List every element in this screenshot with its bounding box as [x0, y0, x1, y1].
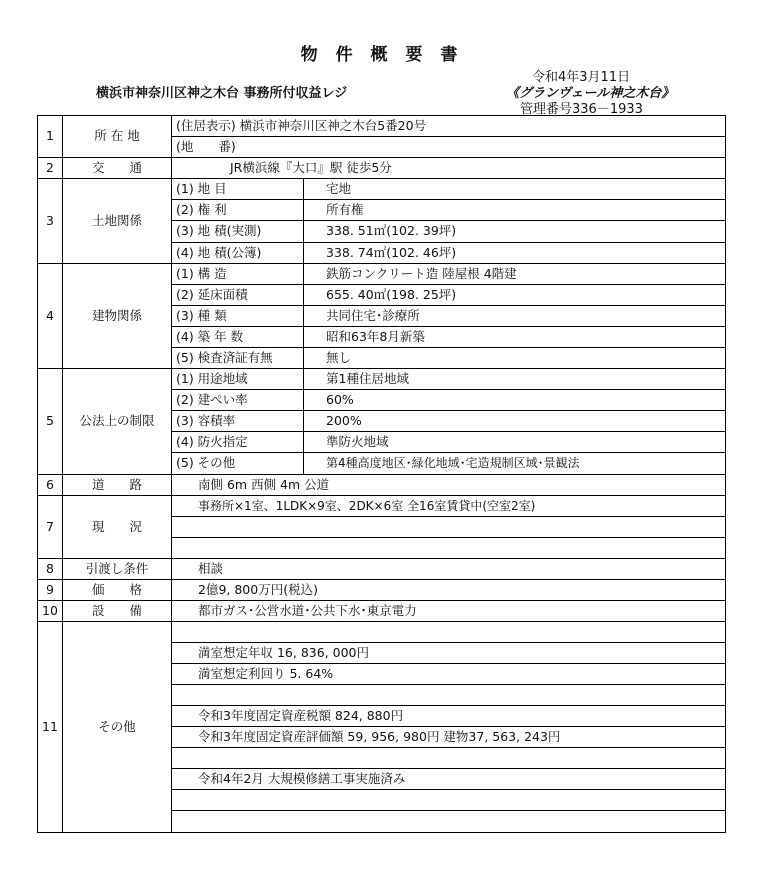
building-item-key: (3) 種 類: [176, 308, 227, 323]
row-number: 2: [46, 160, 54, 175]
restriction-item-key: (5) その他: [176, 455, 236, 470]
row-number: 10: [42, 603, 58, 618]
other-line: 令和3年度固定資産評価額 59, 956, 980円 建物37, 563, 243円: [198, 729, 561, 744]
restriction-item-value: 60%: [326, 392, 354, 407]
row-number: 5: [46, 413, 54, 428]
land-item-key: (3) 地 積(実測): [176, 223, 262, 238]
restriction-item-key: (3) 容積率: [176, 413, 236, 428]
row-label-land: 土地関係: [91, 213, 142, 228]
current-status-value: 事務所×1室、1LDK×9室、2DK×6室 全16室賃貸中(空室2室): [198, 499, 536, 513]
row-number: 4: [46, 308, 54, 323]
building-item-key: (1) 構 造: [176, 266, 227, 281]
restriction-item-value: 200%: [326, 413, 362, 428]
price-value: 2億9, 800万円(税込): [198, 582, 318, 597]
building-item-value: 昭和63年8月新築: [326, 329, 425, 344]
row-number: 9: [46, 582, 54, 597]
building-item-value: 無し: [326, 350, 352, 365]
row-label-price: 価 格: [91, 582, 142, 597]
row-number: 11: [42, 719, 58, 734]
row-label-current-status: 現 況: [91, 519, 142, 534]
row-number: 6: [46, 477, 54, 492]
building-item-key: (2) 延床面積: [176, 287, 248, 302]
document-title: 物 件 概 要 書: [300, 45, 464, 65]
land-item-value: 宅地: [326, 181, 352, 196]
address-residential: (住居表示) 横浜市神奈川区神之木台5番20号: [176, 118, 427, 133]
building-item-value: 共同住宅･診療所: [326, 308, 420, 323]
row-label-delivery-terms: 引渡し条件: [85, 561, 149, 576]
building-name: 《グランヴェール神之木台》: [506, 86, 675, 101]
transport-value: JR横浜線『大口』駅 徒歩5分: [230, 160, 392, 175]
document-date: 令和4年3月11日: [532, 70, 631, 85]
land-item-value: 338. 74㎡(102. 46坪): [326, 245, 457, 260]
restriction-item-value: 第1種住居地域: [326, 371, 409, 386]
restriction-item-key: (4) 防火指定: [176, 434, 248, 449]
other-line: 満室想定利回り 5. 64%: [198, 666, 334, 681]
restriction-item-value: 準防火地域: [326, 434, 389, 449]
row-label-building: 建物関係: [91, 308, 142, 323]
row-number: 8: [46, 561, 54, 576]
other-line: 令和4年2月 大規模修繕工事実施済み: [198, 771, 406, 786]
other-line: 令和3年度固定資産税額 824, 880円: [198, 708, 404, 723]
row-label-other: その他: [98, 719, 136, 734]
row-label-road: 道 路: [91, 477, 142, 492]
land-item-key: (2) 権 利: [176, 202, 227, 217]
row-number: 3: [46, 213, 54, 228]
restriction-item-key: (2) 建ぺい率: [176, 392, 248, 407]
building-item-key: (5) 検査済証有無: [176, 350, 273, 365]
restriction-item-value: 第4種高度地区･緑化地域･宅造規制区域･景観法: [326, 456, 580, 470]
property-subtitle: 横浜市神奈川区神之木台 事務所付収益レジ: [96, 86, 348, 101]
restriction-item-key: (1) 用途地域: [176, 371, 248, 386]
building-item-value: 鉄筋コンクリート造 陸屋根 4階建: [326, 266, 517, 281]
other-line: 満室想定年収 16, 836, 000円: [198, 645, 369, 660]
row-label-legal-restrictions: 公法上の制限: [79, 413, 155, 428]
land-item-key: (1) 地 目: [176, 181, 227, 196]
row-label-transport: 交 通: [91, 160, 142, 175]
road-value: 南側 6m 西側 4m 公道: [198, 477, 330, 492]
row-number: 1: [46, 128, 54, 143]
facilities-value: 都市ガス･公営水道･公共下水･東京電力: [198, 603, 417, 618]
building-item-value: 655. 40㎡(198. 25坪): [326, 287, 457, 302]
row-label-facilities: 設 備: [91, 603, 142, 618]
address-lot: (地 番): [176, 139, 236, 154]
row-label-location: 所 在 地: [94, 128, 140, 143]
land-item-value: 所有権: [326, 202, 364, 217]
management-number: 管理番号336－1933: [520, 102, 643, 117]
land-item-key: (4) 地 積(公簿): [176, 245, 262, 260]
delivery-terms-value: 相談: [198, 561, 224, 576]
land-item-value: 338. 51㎡(102. 39坪): [326, 223, 457, 238]
building-item-key: (4) 築 年 数: [176, 329, 244, 344]
row-number: 7: [46, 519, 54, 534]
